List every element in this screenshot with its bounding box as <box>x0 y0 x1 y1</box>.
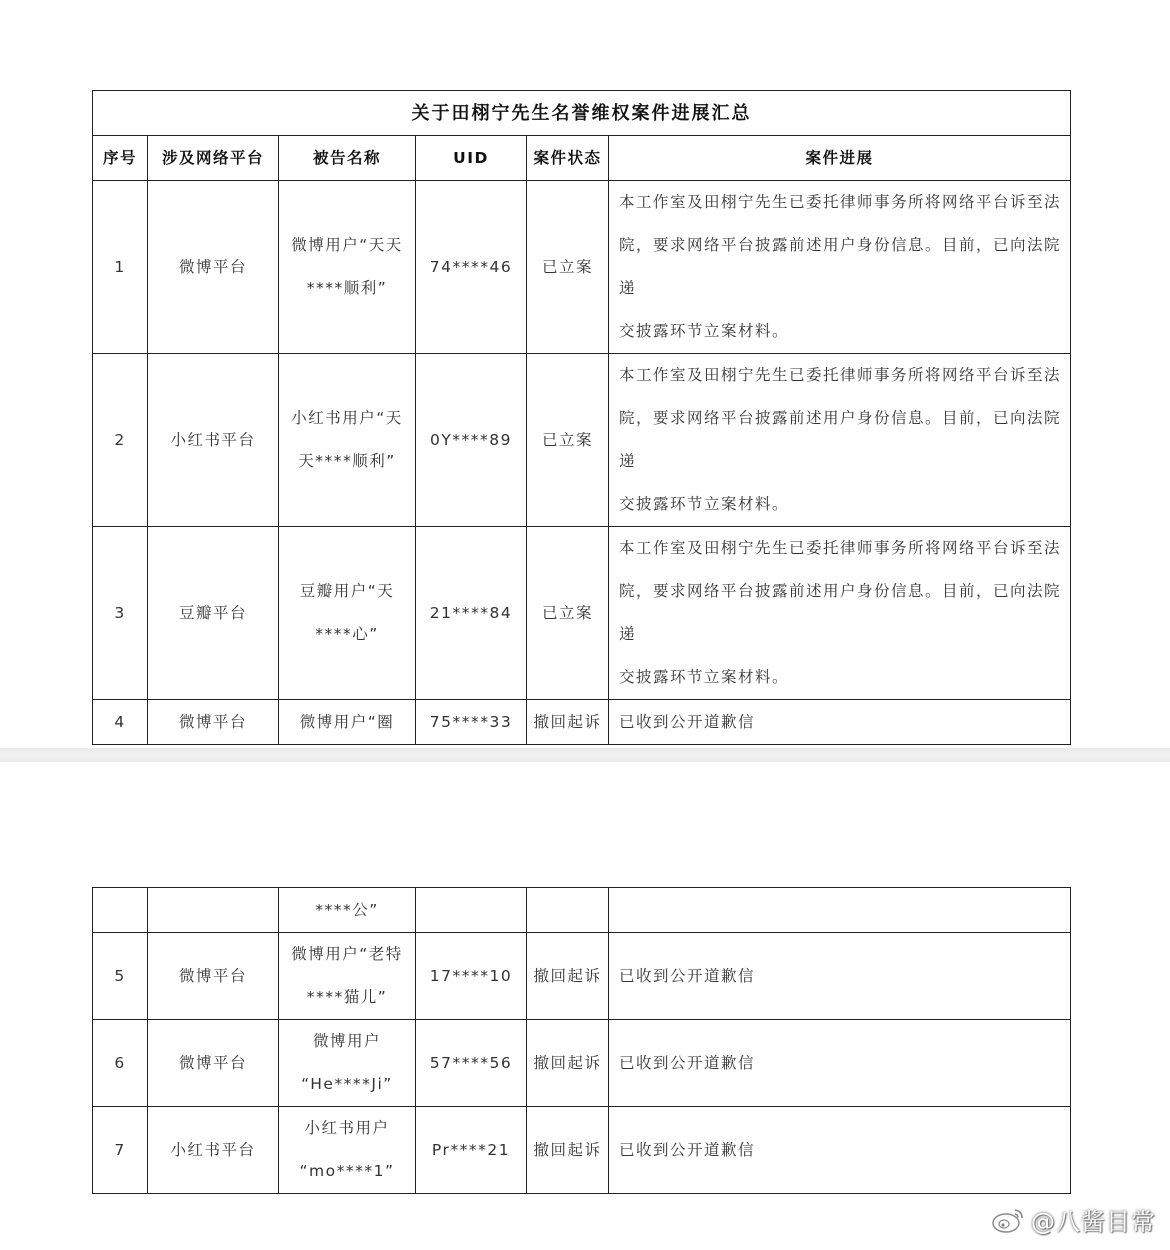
table-header-row <box>93 136 1071 181</box>
progress-line: 本工作室及田栩宁先生已委托律师事务所将网络平台诉至法 <box>619 193 1062 211</box>
cell-status <box>527 888 609 933</box>
defendant-line: 天****顺利” <box>298 452 396 470</box>
cell-uid <box>416 888 527 933</box>
header-progress: 案件进展 <box>609 136 1071 181</box>
cell-defendant <box>279 527 416 700</box>
cell-platform: 豆瓣平台 <box>148 527 279 700</box>
document-page-2 <box>0 762 1170 1250</box>
defendant-line: ****猫儿” <box>306 988 388 1006</box>
cell-status: 已立案 <box>527 354 609 527</box>
cell-uid: 75****33 <box>416 700 527 745</box>
case-progress-table-continued <box>92 887 1071 1194</box>
cell-progress: 已收到公开道歉信 <box>609 700 1071 745</box>
cell-defendant: ****公” <box>279 888 416 933</box>
table-row <box>93 700 1071 745</box>
cell-platform: 微博平台 <box>148 1020 279 1107</box>
table-row <box>93 1107 1071 1194</box>
defendant-line: ****心” <box>315 625 379 643</box>
defendant-line: 小红书用户“天 <box>291 409 403 427</box>
cell-uid: 74****46 <box>416 181 527 354</box>
cell-progress: 已收到公开道歉信 <box>609 1107 1071 1194</box>
cell-progress <box>609 181 1071 354</box>
cell-defendant <box>279 354 416 527</box>
cell-defendant: 微博用户“圈 <box>279 700 416 745</box>
cell-index: 6 <box>93 1020 148 1107</box>
cell-defendant <box>279 1107 416 1194</box>
cell-status: 撤回起诉 <box>527 1107 609 1194</box>
defendant-line: ****顺利” <box>306 279 388 297</box>
defendant-line: 微博用户“老特 <box>291 945 403 963</box>
cell-defendant <box>279 1020 416 1107</box>
table-row <box>93 181 1071 354</box>
cell-platform: 微博平台 <box>148 700 279 745</box>
progress-line: 本工作室及田栩宁先生已委托律师事务所将网络平台诉至法 <box>619 539 1062 557</box>
watermark <box>991 1202 1156 1236</box>
progress-line: 本工作室及田栩宁先生已委托律师事务所将网络平台诉至法 <box>619 366 1062 384</box>
cell-progress: 已收到公开道歉信 <box>609 1020 1071 1107</box>
defendant-line: “mo****1” <box>299 1162 395 1180</box>
defendant-line: 小红书用户 <box>304 1119 390 1137</box>
cell-status: 撤回起诉 <box>527 1020 609 1107</box>
cell-uid: 57****56 <box>416 1020 527 1107</box>
cell-index: 5 <box>93 933 148 1020</box>
cell-index: 7 <box>93 1107 148 1194</box>
cell-uid: 21****84 <box>416 527 527 700</box>
cell-index: 4 <box>93 700 148 745</box>
cell-platform: 微博平台 <box>148 181 279 354</box>
defendant-line: 豆瓣用户“天 <box>299 582 395 600</box>
progress-line: 院，要求网络平台披露前述用户身份信息。目前，已向法院递 <box>619 409 1062 470</box>
cell-platform <box>148 888 279 933</box>
table-row <box>93 527 1071 700</box>
cell-status: 撤回起诉 <box>527 700 609 745</box>
progress-line: 交披露环节立案材料。 <box>619 495 790 513</box>
cell-progress <box>609 354 1071 527</box>
cell-status: 已立案 <box>527 527 609 700</box>
table-row <box>93 354 1071 527</box>
case-progress-table <box>92 90 1071 745</box>
cell-progress: 已收到公开道歉信 <box>609 933 1071 1020</box>
cell-defendant <box>279 181 416 354</box>
progress-line: 院，要求网络平台披露前述用户身份信息。目前，已向法院递 <box>619 236 1062 297</box>
cell-platform: 微博平台 <box>148 933 279 1020</box>
defendant-line: 微博用户“天天 <box>291 236 403 254</box>
table-title: 关于田栩宁先生名誉维权案件进展汇总 <box>93 91 1071 136</box>
cell-uid: 0Y****89 <box>416 354 527 527</box>
cell-status: 已立案 <box>527 181 609 354</box>
weibo-logo-icon <box>991 1204 1025 1234</box>
cell-progress <box>609 888 1071 933</box>
header-status: 案件状态 <box>527 136 609 181</box>
header-index: 序号 <box>93 136 148 181</box>
header-defendant: 被告名称 <box>279 136 416 181</box>
cell-uid: 17****10 <box>416 933 527 1020</box>
progress-line: 交披露环节立案材料。 <box>619 668 790 686</box>
table-row <box>93 1020 1071 1107</box>
progress-line: 交披露环节立案材料。 <box>619 322 790 340</box>
cell-index: 3 <box>93 527 148 700</box>
cell-progress <box>609 527 1071 700</box>
cell-defendant <box>279 933 416 1020</box>
cell-platform: 小红书平台 <box>148 354 279 527</box>
defendant-line: “He****Ji” <box>301 1075 393 1093</box>
cell-index: 1 <box>93 181 148 354</box>
defendant-line: 微博用户 <box>312 1032 381 1050</box>
table-row-continuation <box>93 888 1071 933</box>
progress-line: 院，要求网络平台披露前述用户身份信息。目前，已向法院递 <box>619 582 1062 643</box>
cell-platform: 小红书平台 <box>148 1107 279 1194</box>
cell-status: 撤回起诉 <box>527 933 609 1020</box>
watermark-text: @八酱目常 <box>1031 1207 1156 1236</box>
table-row <box>93 933 1071 1020</box>
header-uid: UID <box>416 136 527 181</box>
cell-uid: Pr****21 <box>416 1107 527 1194</box>
cell-index: 2 <box>93 354 148 527</box>
page-separator <box>0 748 1170 762</box>
cell-index <box>93 888 148 933</box>
header-platform: 涉及网络平台 <box>148 136 279 181</box>
